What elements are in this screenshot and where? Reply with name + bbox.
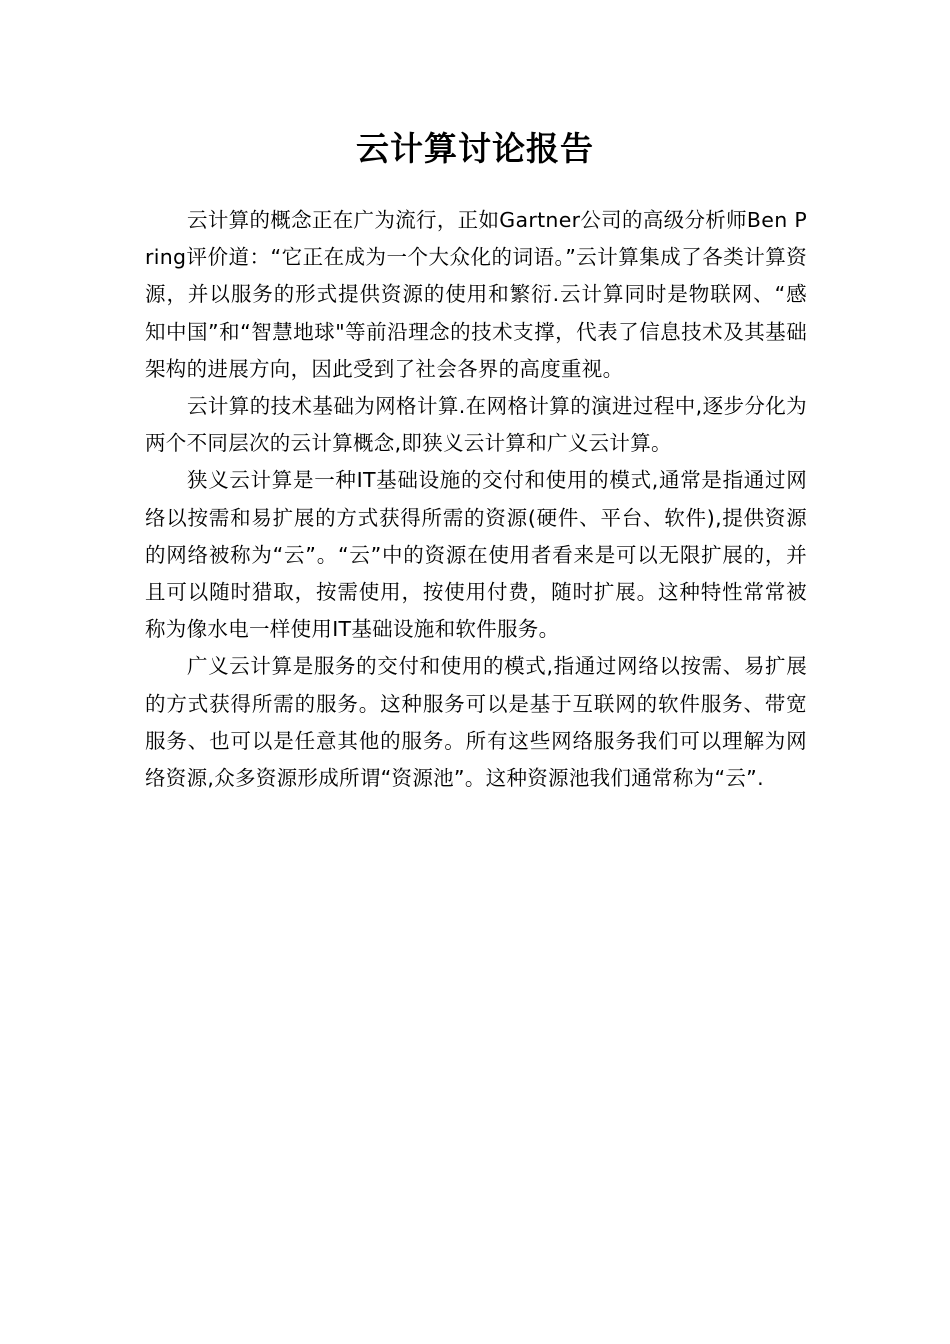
document-title: 云计算讨论报告 [356,129,594,168]
paragraph-4: 广义云计算是服务的交付和使用的模式,指通过网络以按需、易扩展的方式获得所需的服务。这种服务可以是基于互联网的软件服务、带宽服务、也可以是任意其他的服务。所有这些网络服务我们可以理解为网络资源,众多资源形成所谓“资源池”。这种资源池我们通常称为“云”. [145,654,807,791]
paragraph-2: 云计算的技术基础为网格计算.在网格计算的演进过程中,逐步分化为两个不同层次的云计算概念,即狭义云计算和广义云计算。 [145,394,807,456]
document-body [145,202,807,797]
paragraph-1: 云计算的概念正在广为流行，正如Gartner公司的高级分析师Ben Pring评价道：“它正在成为一个大众化的词语。”云计算集成了各类计算资源，并以服务的形式提供资源的使用和繁衍.云计算同时是物联网、“感知中国”和“智慧地球"等前沿理念的技术支撑，代表了信息技术及其基础架构的进展方向，因此受到了社会各界的高度重视。 [145,208,807,381]
paragraph-3: 狭义云计算是一种IT基础设施的交付和使用的模式,通常是指通过网络以按需和易扩展的方式获得所需的资源(硬件、平台、软件),提供资源的网络被称为“云”。“云”中的资源在使用者看来是可以无限扩展的，并且可以随时猎取，按需使用，按使用付费，随时扩展。这种特性常常被称为像水电一样使用IT基础设施和软件服务。 [145,468,807,642]
